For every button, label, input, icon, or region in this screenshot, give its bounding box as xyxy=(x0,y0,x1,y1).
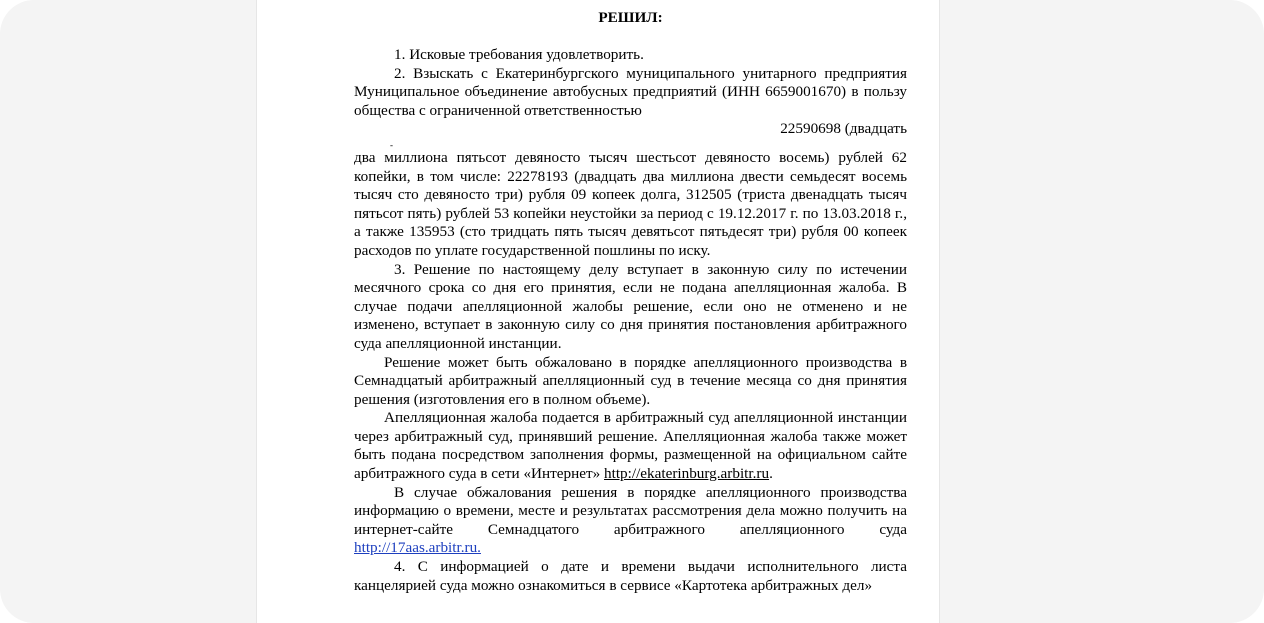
info-text: В случае обжалования решения в порядке апелляционного производства информацию о времени, месте и результатах рассмотрения дела можно получить на интернет-сайте Семнадцатого арбитражного апелляционного суда xyxy=(354,483,907,538)
appeal-filing-text: Апелляционная жалоба подается в арбитражный суд апелляционной инстанции через арбитражный суд, принявший решение. Апелляционная жалоба также может быть подана посредством заполнения формы, размещенной на официальном сайте арбитражного суда в сети «Интернет» xyxy=(354,409,907,483)
link-17aas-arbitr[interactable]: http://17aas.arbitr.ru. xyxy=(354,539,481,557)
document-page xyxy=(256,0,940,623)
paragraph-item-2-part-2: два миллиона пятьсот девяносто тысяч шестьсот девяносто восемь) рублей 62 копейки, в том числе: 22278193 (двадцать два миллиона двести семьдесят восемь тысяч сто девяносто три) рубля 09 копеек долга, 312505 (триста двенадцать тысяч пятьсот пять) рублей 53 копейки неустойки за период с 19.12.2017 г. по 13.03.2018 г., а также 135953 (сто тридцать пять тысяч девятьсот пятьдесят три) рубля 00 копеек расходов по уплате государственной пошлины по иску. xyxy=(354,148,907,259)
paragraph-appeal-filing xyxy=(354,409,907,483)
paragraph-appeal: Решение может быть обжаловано в порядке апелляционного производства в Семнадцатый арбитражный апелляционный суд в течение месяца со дня принятия решения (изготовления его в полном объеме). xyxy=(354,353,907,408)
link-period: . xyxy=(769,465,773,483)
document-body xyxy=(354,9,907,595)
stray-mark-line xyxy=(354,139,907,149)
paragraph-item-2-amount: 22590698 (двадцать xyxy=(780,120,907,138)
paragraph-item-1: 1. Исковые требования удовлетворить. xyxy=(394,46,644,63)
paragraph-item-3: 3. Решение по настоящему делу вступает в законную силу по истечении месячного срока со дня его принятия, если не подана апелляционная жалоба. В случае подачи апелляционной жалобы решение, если оно не отменено и не изменено, вступает в законную силу со дня принятия постановления арбитражного суда апелляционной инстанции. xyxy=(354,260,907,352)
paragraph-info xyxy=(354,484,907,558)
paragraph-item-4: 4. С информацией о дате и времени выдачи исполнительного листа канцелярией суда можно ознакомиться в сервисе «Картотека арбитражных дел» xyxy=(354,558,907,594)
link-ekaterinburg-arbitr[interactable]: http://ekaterinburg.arbitr.ru xyxy=(604,465,770,483)
paragraph-item-2-part-1: 2. Взыскать с Екатеринбургского муниципального унитарного предприятия Муниципальное объединение автобусных предприятий (ИНН 6659001670) в пользу общества с ограниченной ответственностью xyxy=(354,64,907,119)
spacer xyxy=(354,28,907,46)
decision-heading: РЕШИЛ: xyxy=(598,9,663,26)
stray-mark: - xyxy=(390,139,393,150)
